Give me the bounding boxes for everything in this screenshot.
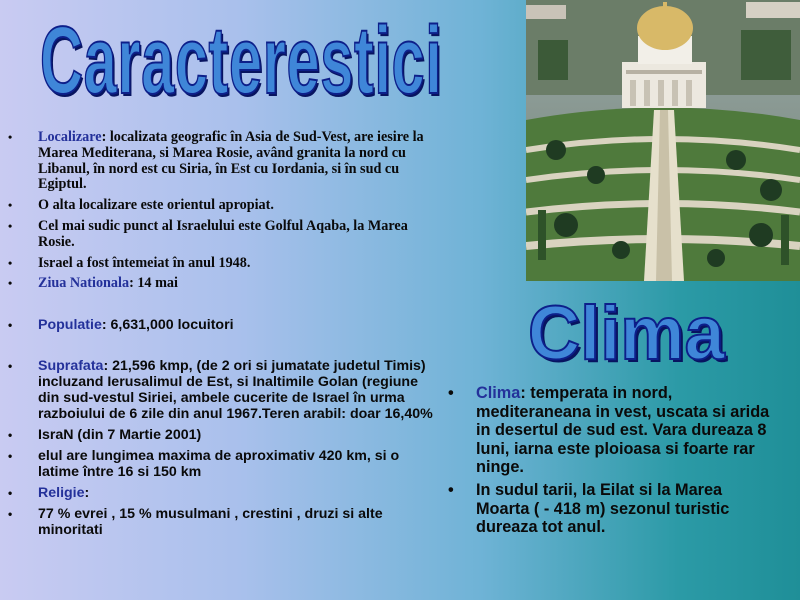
list-item-turism: [446, 481, 776, 537]
list-item-populatie: [8, 317, 438, 333]
bullet-icon: •: [8, 198, 13, 213]
right-bullet-list: [446, 384, 776, 537]
bullet-icon: •: [8, 449, 13, 464]
bullet-icon: •: [8, 359, 13, 374]
text-religions: 77 % evrei , 15 % musulmani , crestini , druzi si alte minoritati: [38, 506, 383, 539]
list-item-clima: [446, 384, 776, 477]
text-populatie: : 6,631,000 locuitori: [101, 317, 234, 334]
bullet-icon: •: [8, 507, 13, 522]
list-item-1948: [8, 256, 438, 272]
list-item-dimensions: [8, 448, 438, 480]
bullet-icon: •: [8, 428, 13, 443]
left-bullet-list: [8, 130, 438, 538]
text-dimensions: elul are lungimea maxima de aproximativ 420 km, si o latime între 16 si 150 km: [38, 448, 400, 481]
text-israel-date: IsraN (din 7 Martie 2001): [38, 427, 202, 444]
text-aqaba: Cel mai sudic punct al Israelului este Golful Aqaba, la Marea Rosie.: [38, 217, 408, 250]
shrine-gardens-photo: [526, 0, 800, 281]
bullet-icon: •: [8, 130, 13, 144]
text-turism: In sudul tarii, la Eilat si la Marea Moarta ( - 418 m) sezonul turistic dureaza tot anul.: [476, 480, 730, 537]
label-localizare: Localizare: [38, 129, 102, 145]
text-orient: O alta localizare este orientul apropiat.: [38, 197, 274, 214]
clima-heading: Clima: [528, 291, 725, 376]
bullet-icon: •: [448, 480, 454, 499]
text-localizare: : localizata geografic în Asia de Sud-Vest, are iesire la Marea Mediterana, si Marea Rosie, având granita la nord cu Libanul, în nord est cu Siria, în Est cu Iordania, si în sud cu Egiptul.: [38, 129, 424, 193]
list-item-ziua-nationala: [8, 276, 438, 292]
list-item-israel-date: [8, 427, 438, 443]
text-suprafata: : 21,596 kmp, (de 2 ori si jumatate judetul Timis) incluzand Ierusalimul de Est, si Inaltimile Golan (regiune din sud-vestul Siriei, ambele cucerite de Israel în urma razboiului de 6 zile din anul 1967.Teren arabil: doar 16,40%: [38, 358, 433, 423]
label-suprafata: Suprafata: [38, 358, 104, 375]
label-ziua-nationala: Ziua Nationala: [38, 275, 130, 292]
text-religie: :: [84, 485, 90, 502]
text-1948: Israel a fost întemeiat în anul 1948.: [38, 254, 251, 271]
bullet-icon: •: [8, 486, 13, 501]
text-clima: : temperata in nord, mediteraneana in vest, uscata si arida in desertul de sud est. Vara dureaza 8 luni, iarna este ploioasa si foarte rar ninge.: [476, 384, 770, 477]
list-item-suprafata: [8, 358, 438, 422]
label-populatie: Populatie: [38, 317, 102, 334]
bullet-icon: •: [8, 218, 13, 233]
list-item-localizare: [8, 130, 438, 193]
bullet-icon: •: [8, 276, 13, 291]
label-religie: Religie: [38, 485, 85, 502]
list-item-aqaba: [8, 219, 438, 251]
label-clima: Clima: [476, 384, 521, 402]
text-ziua-nationala: : 14 mai: [129, 275, 178, 292]
list-item-orient: [8, 198, 438, 214]
list-item-religie: [8, 485, 438, 501]
bullet-icon: •: [448, 384, 454, 402]
bullet-icon: •: [8, 318, 13, 333]
bullet-icon: •: [8, 255, 13, 270]
list-item-religions: [8, 506, 438, 538]
slide-title: Caracterestici: [40, 7, 443, 114]
